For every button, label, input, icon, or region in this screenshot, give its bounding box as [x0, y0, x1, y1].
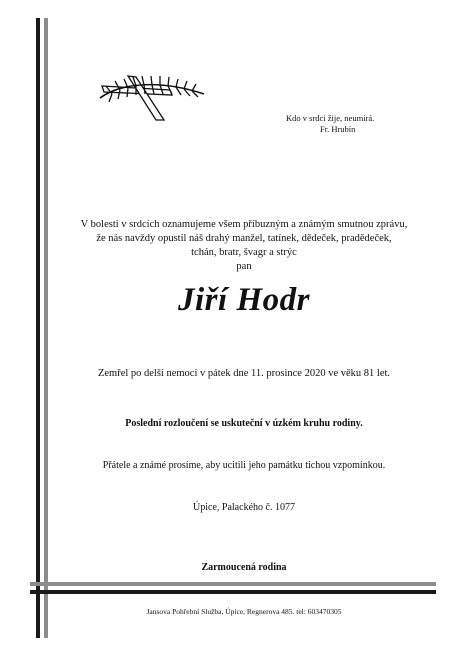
quote-text: Kdo v srdci žije, neumírá.: [286, 113, 375, 123]
frame-vertical-gray-line: [44, 18, 48, 638]
announcement: [52, 218, 436, 274]
cross-with-palm-branch-icon: [92, 68, 212, 128]
announcement-line: tchán, bratr, švagr a strýc: [191, 247, 297, 258]
deceased-name: Jiří Hodr: [178, 282, 310, 318]
farewell-notice: Poslední rozloučení se uskuteční v úzkém kruhu rodiny.: [125, 418, 363, 429]
frame-horizontal-gray-line: [30, 582, 436, 586]
announcement-line: že nás navždy opustil náš drahý manžel, tatínek, dědeček, pradědeček,: [96, 233, 392, 244]
announcement-line: pan: [236, 261, 252, 272]
friends-notice: Přátele a známé prosíme, aby ucitili jeho památku tichou vzpomínkou.: [102, 460, 386, 471]
death-notice: Zemřel po delší nemoci v pátek dne 11. prosince 2020 ve věku 81 let.: [97, 368, 391, 379]
quote: [286, 113, 374, 135]
announcement-line: V bolesti v srdcích oznamujeme všem příbuzným a známým smutnou zprávu,: [80, 219, 408, 230]
frame-horizontal-black-line: [30, 590, 436, 594]
funeral-service-footer: Jansova Pohřební Služba, Úpice, Regnerova 485. tel: 603470305: [146, 607, 342, 616]
address: Úpice, Palackého č. 1077: [193, 502, 295, 513]
signature: Zarmoucená rodina: [201, 562, 287, 573]
quote-author: Fr. Hrubín: [320, 124, 356, 134]
frame-vertical-black-line: [36, 18, 40, 638]
